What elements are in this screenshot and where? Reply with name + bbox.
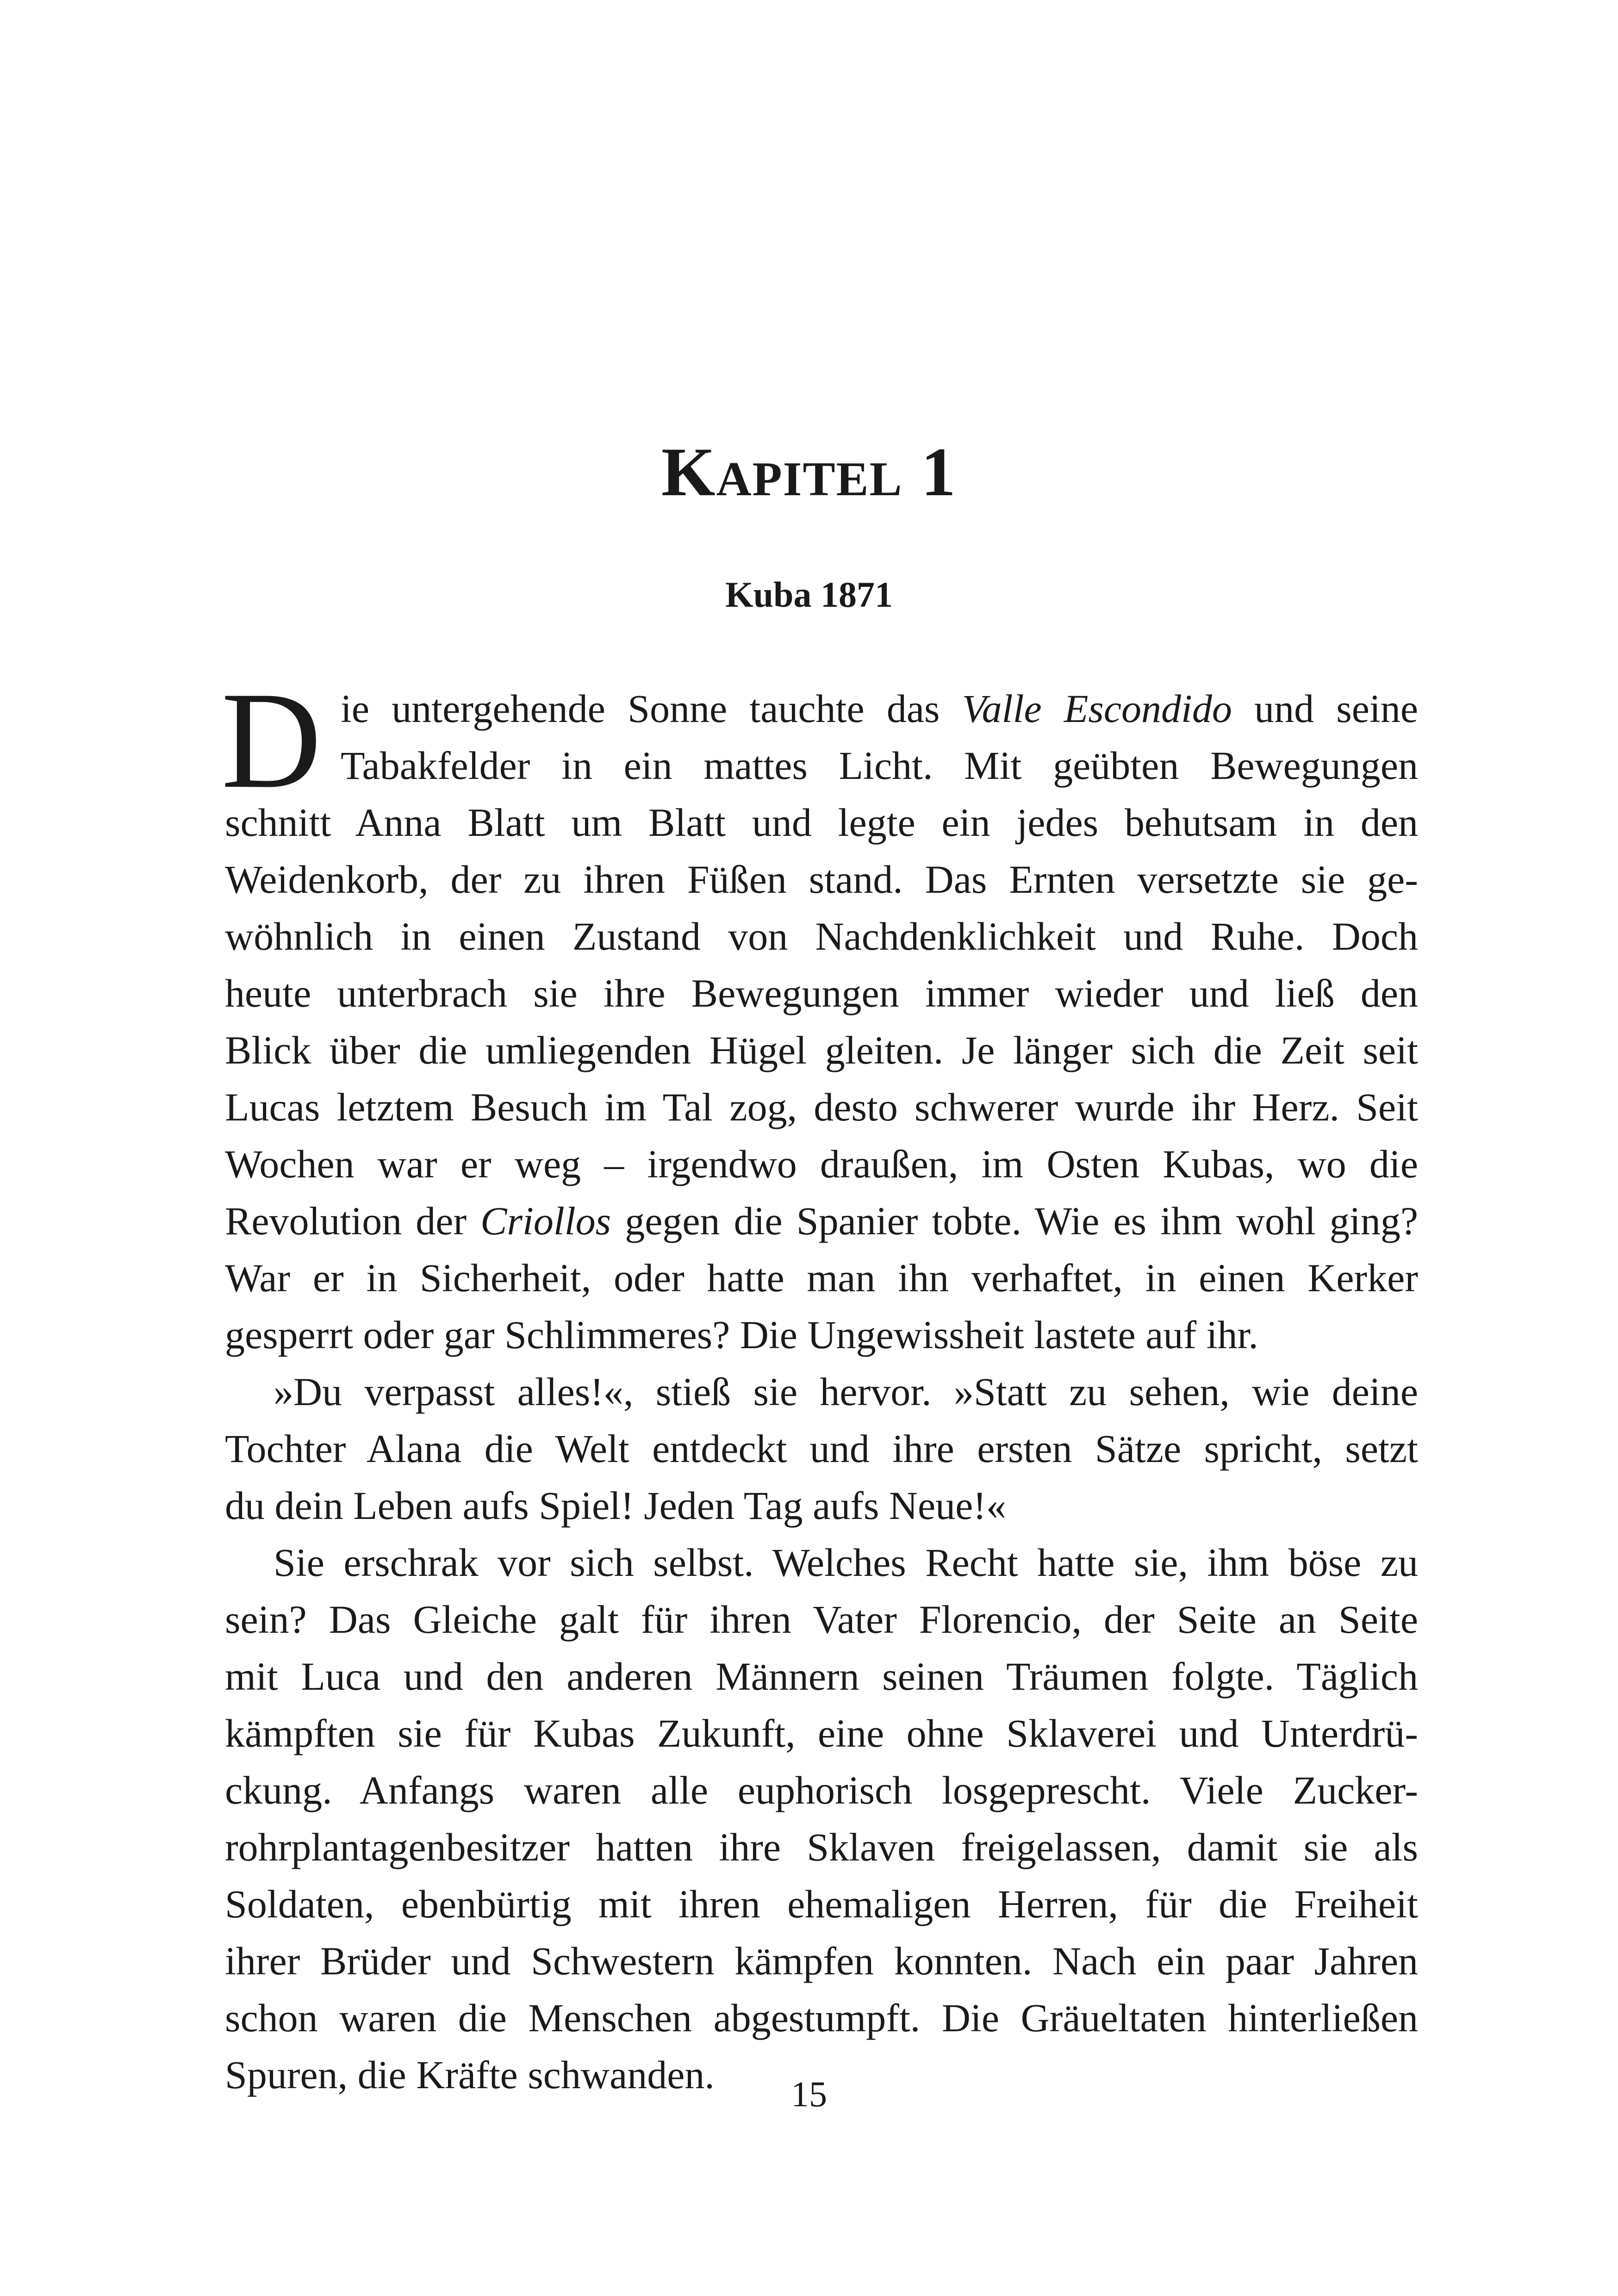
- text-line: [225, 1363, 1418, 1420]
- text-line: [225, 1307, 1418, 1363]
- body-text: [221, 663, 1419, 2103]
- text-line: [225, 1477, 1418, 1534]
- page-number: 15: [791, 2074, 827, 2114]
- text-segment: wöhnlich in einen Zustand von Nachdenklichkeit und Ruhe. Doch: [225, 914, 1418, 958]
- text-segment: »Du verpasst alles!«, stieß sie hervor. »Statt zu sehen, wie deine: [274, 1369, 1418, 1414]
- chapter-title: Kapitel 1: [661, 434, 957, 510]
- text-segment: Spuren, die Kräfte schwanden.: [225, 2053, 715, 2097]
- text-segment: rohrplantagenbesitzer hatten ihre Sklaven freigelassen, damit sie als: [225, 1825, 1418, 1869]
- text-segment: ihrer Brüder und Schwestern kämpfen konnten. Nach ein paar Jahren: [225, 1939, 1418, 1983]
- text-line: [225, 965, 1418, 1022]
- text-line: [225, 1762, 1418, 1819]
- text-segment: War er in Sicherheit, oder hatte man ihn verhaftet, in einen Kerker: [225, 1256, 1418, 1300]
- text-segment: Revolution der: [225, 1199, 481, 1243]
- text-segment: kämpften sie für Kubas Zukunft, eine ohne Sklaverei und Unterdrü-: [225, 1711, 1418, 1755]
- text-line: [225, 680, 1418, 737]
- text-segment: und seine: [1232, 686, 1419, 731]
- italic-term: Valle Escondido: [962, 686, 1232, 731]
- text-segment: ckung. Anfangs waren alle euphorisch losgeprescht. Viele Zucker-: [225, 1768, 1418, 1812]
- text-segment: Soldaten, ebenbürtig mit ihren ehemaligen Herren, für die Freiheit: [225, 1882, 1418, 1926]
- text-line: [225, 908, 1418, 965]
- text-segment: Blick über die umliegenden Hügel gleiten. Je länger sich die Zeit seit: [225, 1028, 1418, 1072]
- text-segment: heute unterbrach sie ihre Bewegungen immer wieder und ließ den: [225, 971, 1418, 1015]
- text-line: [225, 1933, 1418, 1990]
- text-line: [225, 1136, 1418, 1193]
- text-segment: du dein Leben aufs Spiel! Jeden Tag aufs Neue!«: [225, 1483, 1006, 1528]
- text-line: [225, 1591, 1418, 1648]
- chapter-subtitle: Kuba 1871: [725, 574, 893, 615]
- text-line: [225, 1876, 1418, 1933]
- text-segment: schnitt Anna Blatt um Blatt und legte ein jedes behutsam in den: [225, 800, 1418, 845]
- text-segment: Weidenkorb, der zu ihren Füßen stand. Das Ernten versetzte sie ge-: [225, 857, 1418, 902]
- text-segment: Tabakfelder in ein mattes Licht. Mit geübten Bewegungen: [341, 743, 1418, 788]
- text-line: [225, 1990, 1418, 2047]
- text-segment: sein? Das Gleiche galt für ihren Vater Florencio, der Seite an Seite: [225, 1597, 1418, 1642]
- text-segment: mit Luca und den anderen Männern seinen Träumen folgte. Täglich: [225, 1654, 1418, 1699]
- text-line: [225, 1420, 1418, 1477]
- text-line: [225, 851, 1418, 908]
- text-segment: ie untergehende Sonne tauchte das: [341, 686, 962, 731]
- text-line: [225, 1705, 1418, 1762]
- drop-cap: D: [221, 663, 322, 817]
- text-segment: gesperrt oder gar Schlimmeres? Die Ungewissheit lastete auf ihr.: [225, 1313, 1258, 1357]
- text-segment: gegen die Spanier tobte. Wie es ihm wohl ging?: [611, 1199, 1418, 1243]
- text-line: [225, 1079, 1418, 1136]
- text-line: [225, 1022, 1418, 1079]
- body-lines: [225, 680, 1418, 2103]
- text-line: [225, 737, 1418, 794]
- text-segment: Sie erschrak vor sich selbst. Welches Recht hatte sie, ihm böse zu: [274, 1540, 1418, 1585]
- text-line: [225, 1819, 1418, 1876]
- italic-term: Criollos: [480, 1199, 611, 1243]
- text-segment: schon waren die Menschen abgestumpft. Die Gräueltaten hinterließen: [225, 1996, 1418, 2040]
- text-line: [225, 1534, 1418, 1591]
- text-segment: Tochter Alana die Welt entdeckt und ihre ersten Sätze spricht, setzt: [225, 1426, 1418, 1471]
- text-segment: Wochen war er weg – irgendwo draußen, im Osten Kubas, wo die: [225, 1142, 1418, 1186]
- text-line: [225, 1250, 1418, 1307]
- text-segment: Lucas letztem Besuch im Tal zog, desto schwerer wurde ihr Herz. Seit: [225, 1085, 1418, 1129]
- text-line: [225, 1648, 1418, 1705]
- text-line: [225, 1193, 1418, 1250]
- text-line: [225, 794, 1418, 851]
